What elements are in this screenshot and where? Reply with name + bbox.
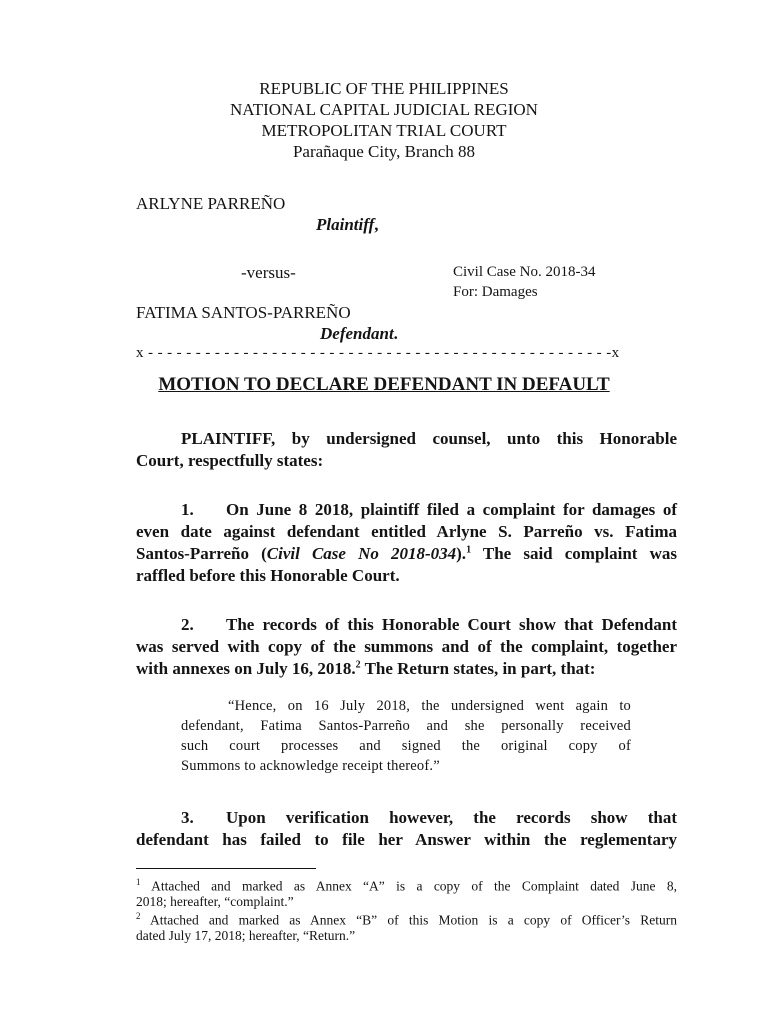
para3-line: defendant has failed to file her Answer within the reglementary xyxy=(136,830,677,849)
caption-separator: x - - - - - - - - - - - - - - - - - - - - - - - - - - - - - - - - - - - - - - - - - - - - - - - - -x xyxy=(136,345,620,361)
intro-line: PLAINTIFF, by undersigned counsel, unto this Honorable xyxy=(181,429,677,448)
quote-line: “Hence, on 16 July 2018, the undersigned went again to xyxy=(228,698,631,714)
quote-line: such court processes and signed the original copy of xyxy=(181,738,631,754)
footnote-1-cont: 2018; hereafter, “complaint.” xyxy=(136,894,294,909)
para1-line: Santos-Parreño (Civil Case No 2018-034).$^1$ The said complaint was xyxy=(136,544,677,563)
para2-number: 2. xyxy=(181,615,194,634)
footnote-ref-1: 1 xyxy=(466,544,472,556)
footnote-divider xyxy=(136,868,316,869)
para3-line: 3. Upon verification however, the records show that xyxy=(181,808,677,827)
motion-title: MOTION TO DECLARE DEFENDANT IN DEFAULT xyxy=(158,374,610,395)
footnote-2-cont: dated July 17, 2018; hereafter, “Return.” xyxy=(136,928,356,943)
para1-line: 1. On June 8 2018, plaintiff filed a complaint for damages of xyxy=(181,500,677,519)
plaintiff-name: ARLYNE PARREÑO xyxy=(136,194,286,213)
para1-number: 1. xyxy=(181,500,194,519)
defendant-name: FATIMA SANTOS-PARREÑO xyxy=(136,303,351,322)
footnote-2: $^2$ Attached and marked as Annex “B” of this Motion is a copy of Officer’s Return xyxy=(136,911,677,928)
quote-line: defendant, Fatima Santos-Parreño and she personally received xyxy=(181,718,631,734)
para1-line: even date against defendant entitled Arlyne S. Parreño vs. Fatima xyxy=(136,522,677,541)
caption-republic: REPUBLIC OF THE PHILIPPINES xyxy=(259,79,509,98)
caption-court: METROPOLITAN TRIAL COURT xyxy=(261,121,507,140)
case-number: Civil Case No. 2018-34 xyxy=(453,264,596,280)
footnote-1: $^1$ Attached and marked as Annex “A” is a copy of the Complaint dated June 8, xyxy=(136,877,677,894)
caption-region: NATIONAL CAPITAL JUDICIAL REGION xyxy=(230,100,538,119)
caption-branch: Parañaque City, Branch 88 xyxy=(292,142,476,161)
defendant-role: Defendant. xyxy=(320,324,398,343)
plaintiff-role: Plaintiff, xyxy=(316,215,379,234)
versus-label: -versus- xyxy=(241,263,296,282)
intro-line: Court, respectfully states: xyxy=(136,451,324,470)
case-nature: For: Damages xyxy=(453,284,538,300)
para2-line: with annexes on July 16, 2018.$^2$ The Return states, in part, that: xyxy=(136,659,596,678)
para1-line: raffled before this Honorable Court. xyxy=(136,566,400,585)
footnote-ref-2: 2 xyxy=(355,659,361,671)
para3-number: 3. xyxy=(181,808,194,827)
para2-line: was served with copy of the summons and of the complaint, together xyxy=(136,637,677,656)
quote-line: Summons to acknowledge receipt thereof.” xyxy=(181,758,440,774)
para2-line: 2. The records of this Honorable Court show that Defendant xyxy=(181,615,677,634)
